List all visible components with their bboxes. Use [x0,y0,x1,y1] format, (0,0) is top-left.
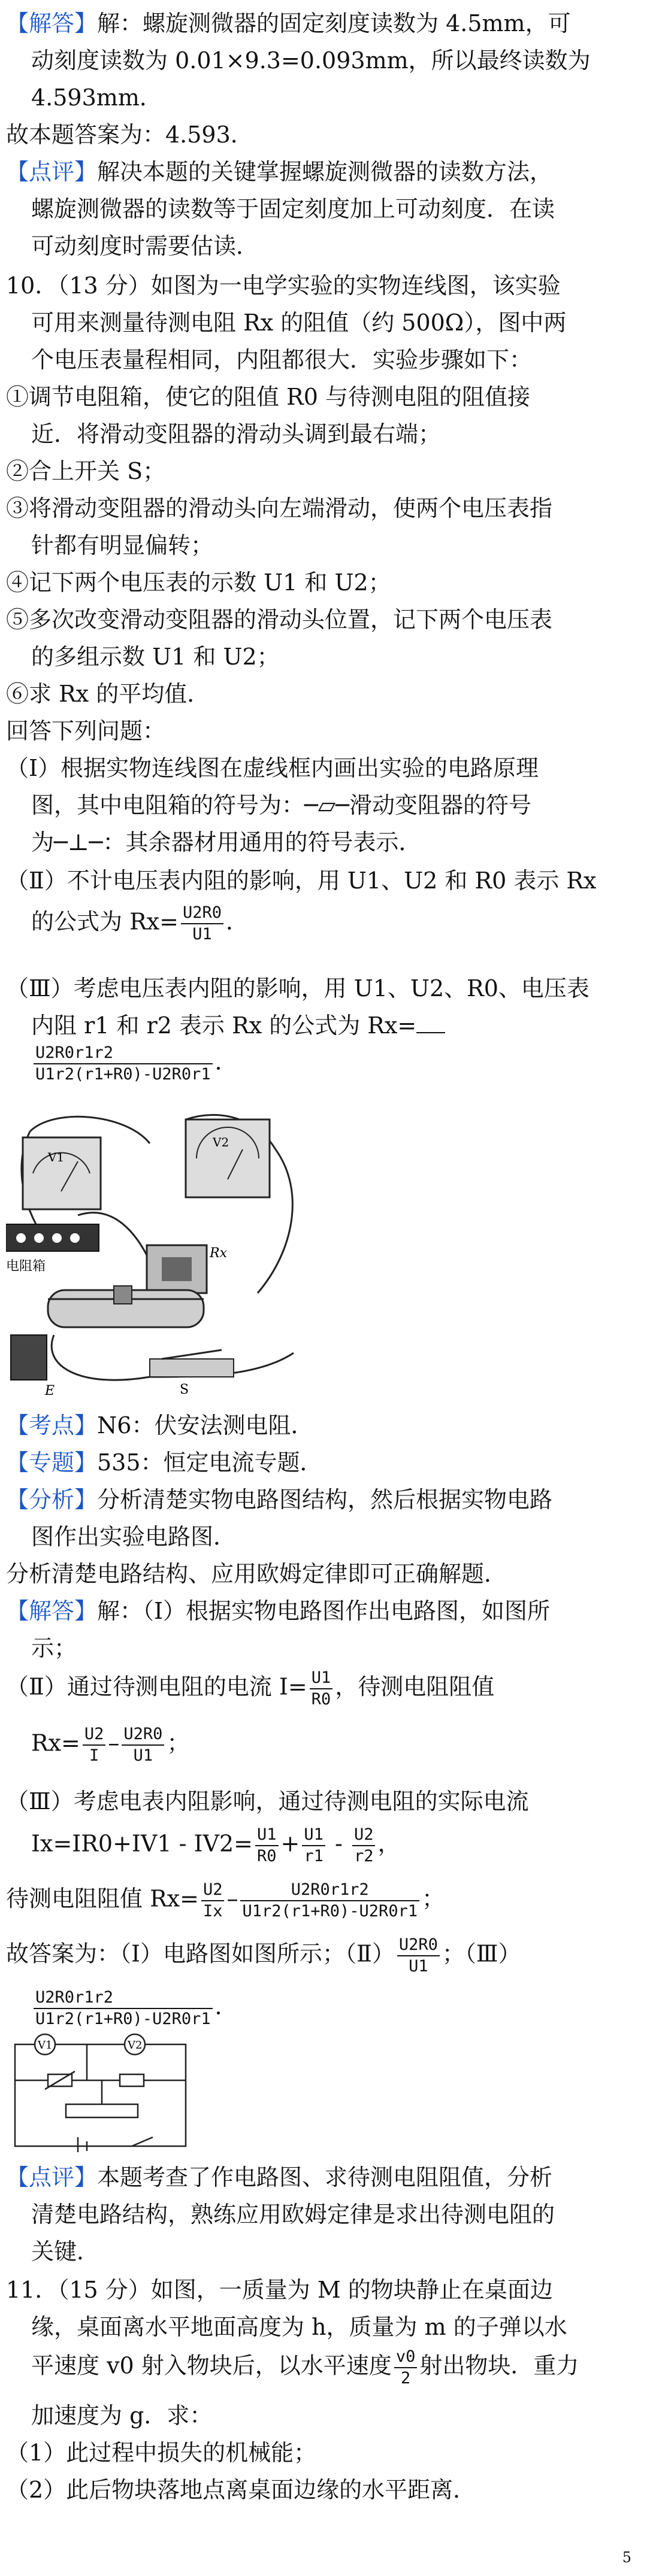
text: 解决本题的关键掌握螺旋测微器的读数方法， [97,159,553,185]
question-10-title: 10．（13 分）如图为一电学实验的实物连线图，该实验 [6,272,561,299]
svg-text:V1: V1 [38,2039,53,2052]
part-2-line: （Ⅱ）不计电压表内阻的影响，用 U1、U2 和 R0 表示 Rx [6,867,597,894]
fraction: $\frac{U2R0r1r2}{U1r2(r1+R0)-U2R0r1}$ [240,1880,419,1922]
text: 待测电阻阻值 Rx= [6,1885,199,1912]
review-tag: 【点评】 [6,2164,98,2190]
svg-text:V2: V2 [128,2039,143,2052]
text-line: 针都有明显偏转； [31,532,214,559]
real-circuit-photo [6,1096,341,1395]
jieda-line [6,1592,635,1630]
text-line: 个电压表量程相同，内阻都很大．实验步骤如下： [31,347,533,373]
solution-3: （Ⅲ）考虑电表内阻影响，通过待测电阻的实际电流 [6,1788,529,1815]
fenxi-line [6,1481,635,1518]
text-line: 4.593mm． [31,84,162,111]
text-line: 关键． [31,2238,100,2265]
fraction: $\frac{v0}{2}$ [394,2347,418,2389]
answer-summary-formula: $\frac{U2R0r1r2}{U1r2(r1+R0)-U2R0r1}$ ． [31,1988,647,2029]
answer-tag: 【解答】 [6,10,98,37]
text: （Ⅱ）通过待测电阻的电流 I= [6,1673,307,1700]
fraction: $\frac{U2R0}{U1}$ [122,1724,164,1766]
text-line: 动刻度读数为 0.01×9.3=0.093mm，所以最终读数为 [31,47,591,74]
circuit-diagram [12,2032,192,2152]
solution-3-resistance: 待测电阻阻值 Rx= $\frac{U2}{Ix}$ – $\frac{U2R0r1r2}{U1r2(r1+R0)-U2R0r1}$ ； [6,1880,445,1920]
fraction: $\frac{U1}{R0}$ [310,1668,333,1710]
text-line: 可动刻度时需要估读． [31,233,259,259]
box-label: 电阻箱 [6,1259,46,1274]
solution-3-current: Ix=IR0+IV1 - IV2= $\frac{U1}{R0}$ + $\frac{U1}{r1}$ - $\frac{U2}{r2}$ ， [31,1825,401,1865]
text: 解：（Ⅰ）根据实物电路图作出电路图，如图所 [97,1598,551,1624]
part-3-answer [31,1007,647,1044]
fraction: $\frac{U2}{Ix}$ [201,1880,225,1922]
fenxi-tag: 【分析】 [6,1486,98,1513]
fraction: $\frac{U2}{r2}$ [352,1825,376,1867]
text: Ix=IR0+IV1 - IV2= [31,1830,253,1857]
text-line: 故本题答案为：4.593． [6,122,253,148]
fraction: $\frac{U1}{R0}$ [255,1825,279,1867]
solution-2-formula: Rx= $\frac{U2}{I}$ – $\frac{U2R0}{U1}$ ； [31,1725,190,1765]
diagram-voltmeter-1 [35,2034,55,2055]
text: 分析清楚实物电路图结构，然后根据实物电路 [97,1486,553,1513]
part-3-formula: $\frac{U2R0r1r2}{U1r2(r1+R0)-U2R0r1}$ ． [31,1043,647,1085]
step-5: ⑤多次改变滑动变阻器的滑动头位置，记下两个电压表 [6,606,553,633]
text-line: 加速度为 g．求： [31,2402,213,2429]
step-2: ②合上开关 S； [6,458,166,484]
sub-question-2: （2）此后物块落地点离桌面边缘的水平距离． [6,2477,476,2503]
answer-summary: 故答案为：（Ⅰ）电路图如图所示；（Ⅱ） $\frac{U2R0}{U1}$ ；（Ⅲ） [6,1935,521,1976]
text-line: 近．将滑动变阻器的滑动头调到最右端； [31,421,442,447]
s-label: S [180,1382,189,1395]
page-number: 5 [622,2549,631,2566]
text-line: 图，其中电阻箱的符号为：─▱─滑动变阻器的符号 [31,792,531,818]
e-label: E [45,1383,55,1395]
review-line-1 [6,153,635,190]
test-resistor [147,1245,228,1293]
review-tag: 【点评】 [6,159,98,185]
part-1-line: （Ⅰ）根据实物连线图在虚线框内画出实验的电路原理 [6,755,539,781]
diagram-voltmeter-2 [125,2034,145,2055]
velocity-line: 平速度 v0 射入物块后，以水平速度 $\frac{v0}{2}$ 射出物块．重力 [31,2347,579,2387]
text: 解：螺旋测微器的固定刻度读数为 4.5mm，可 [97,10,571,37]
fraction: $\frac{U2R0r1r2}{U1r2(r1+R0)-U2R0r1}$ [34,1988,213,2029]
text: 平速度 v0 射入物块后，以水平速度 [31,2352,392,2379]
kaodian-tag: 【考点】 [6,1412,98,1439]
rx-label: Rx [210,1246,227,1261]
zhuanti-tag: 【专题】 [6,1449,98,1476]
v2-label: V2 [213,1135,229,1149]
resistance-box [6,1224,99,1274]
fraction: $\frac{U2R0r1r2}{U1r2(r1+R0)-U2R0r1}$ [34,1043,213,1085]
answer-line-1 [6,5,635,42]
solution-2: （Ⅱ）通过待测电阻的电流 I= $\frac{U1}{R0}$ ，待测电阻阻值 [6,1668,495,1709]
switch [150,1350,234,1395]
text: 的公式为 Rx= [31,908,179,935]
text: N6：伏安法测电阻． [97,1412,314,1439]
text: Rx= [31,1730,80,1756]
text-line: 图作出实验电路图． [31,1524,237,1550]
text-line: 为─⊥─：其余器材用通用的符号表示． [31,829,422,855]
sub-question-1: （1）此过程中损失的机械能； [6,2440,317,2466]
zhuanti-line [6,1444,635,1481]
text: 故答案为：（Ⅰ）电路图如图所示；（Ⅱ） [6,1940,395,1967]
text: 内阻 r1 和 r2 表示 Rx 的公式为 Rx= [31,1012,417,1039]
text-line: 分析清楚电路结构、应用欧姆定律即可正确解题． [6,1561,507,1587]
voltmeter-1 [23,1137,101,1209]
text-line: 清楚电路结构，熟练应用欧姆定律是求出待测电阻的 [31,2201,555,2228]
text-line: 回答下列问题： [6,718,166,744]
voltmeter-2 [186,1119,270,1197]
step-3: ③将滑动变阻器的滑动头向左端滑动，使两个电压表指 [6,495,553,521]
step-1: ①调节电阻箱，使它的阻值 R0 与待测电阻的阻值接 [6,384,530,410]
review-line-2 [6,2159,635,2196]
jieda-tag: 【解答】 [6,1598,98,1624]
fraction: $\frac{U2R0}{U1}$ [397,1935,440,1977]
text-line: 的多组示数 U1 和 U2； [31,644,280,670]
text: 本题考查了作电路图、求待测电阻阻值，分析 [97,2164,553,2190]
text: 535：恒定电流专题． [97,1449,323,1476]
question-11-title: 11．（15 分）如图，一质量为 M 的物块静止在桌面边 [6,2277,553,2303]
battery [11,1335,55,1395]
kaodian-line [6,1407,635,1444]
part-2-answer: 的公式为 Rx= $\frac{U2R0}{U1}$ ． [31,903,249,943]
text-line: 螺旋测微器的读数等于固定刻度加上可动刻度．在读 [31,196,555,222]
rheostat [48,1286,204,1327]
step-6: ⑥求 Rx 的平均值． [6,681,210,707]
fraction: $\frac{U2}{I}$ [83,1724,106,1766]
text-line: 可用来测量待测电阻 Rx 的阻值（约 500Ω），图中两 [31,310,567,336]
fraction: $\frac{U1}{r1}$ [302,1825,325,1867]
v1-label: V1 [48,1150,65,1164]
part-3-line: （Ⅲ）考虑电压表内阻的影响，用 U1、U2、R0、电压表 [6,975,589,1002]
text-line: 缘，桌面离水平地面高度为 h，质量为 m 的子弹以水 [31,2314,567,2340]
text-line: 示； [31,1635,77,1661]
fraction: $\frac{U2R0}{U1}$ [181,903,223,945]
step-4: ④记下两个电压表的示数 U1 和 U2； [6,569,391,596]
